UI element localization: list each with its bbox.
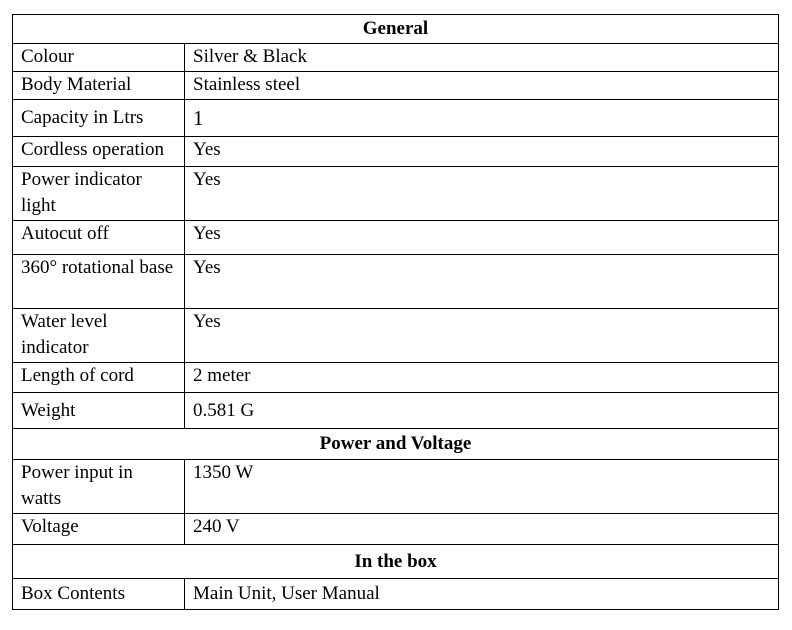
table-row — [13, 44, 779, 72]
spec-label: Capacity in Ltrs — [13, 100, 185, 137]
spec-value: Yes — [185, 167, 779, 221]
spec-value: Yes — [185, 221, 779, 255]
spec-label: Power indicator light — [13, 167, 185, 221]
spec-value: 1350 W — [185, 460, 779, 514]
table-row — [13, 363, 779, 393]
spec-label: Colour — [13, 44, 185, 72]
spec-label: Box Contents — [13, 579, 185, 610]
spec-label: Body Material — [13, 72, 185, 100]
spec-value: Yes — [185, 137, 779, 167]
table-row — [13, 137, 779, 167]
spec-value: Main Unit, User Manual — [185, 579, 779, 610]
table-row — [13, 72, 779, 100]
spec-value: 1 — [185, 100, 779, 137]
section-title-general: General — [13, 15, 779, 44]
spec-value: Yes — [185, 255, 779, 309]
table-row — [13, 514, 779, 545]
section-header-row — [13, 15, 779, 44]
spec-table — [12, 14, 779, 610]
spec-label: Length of cord — [13, 363, 185, 393]
spec-value: 2 meter — [185, 363, 779, 393]
spec-value: Silver & Black — [185, 44, 779, 72]
spec-value: Yes — [185, 309, 779, 363]
section-header-row — [13, 429, 779, 460]
spec-label: Voltage — [13, 514, 185, 545]
table-row — [13, 579, 779, 610]
spec-label: Water level indicator — [13, 309, 185, 363]
spec-value: Stainless steel — [185, 72, 779, 100]
spec-label: 360° rotational base — [13, 255, 185, 309]
spec-label: Power input in watts — [13, 460, 185, 514]
table-row — [13, 100, 779, 137]
spec-value: 240 V — [185, 514, 779, 545]
spec-label: Autocut off — [13, 221, 185, 255]
table-row — [13, 309, 779, 363]
table-row — [13, 167, 779, 221]
table-row — [13, 255, 779, 309]
table-row — [13, 221, 779, 255]
spec-value: 0.581 G — [185, 393, 779, 429]
spec-label: Cordless operation — [13, 137, 185, 167]
section-title-in-the-box: In the box — [13, 545, 779, 579]
table-row — [13, 393, 779, 429]
table-row — [13, 460, 779, 514]
section-header-row — [13, 545, 779, 579]
spec-label: Weight — [13, 393, 185, 429]
section-title-power-and-voltage: Power and Voltage — [13, 429, 779, 460]
